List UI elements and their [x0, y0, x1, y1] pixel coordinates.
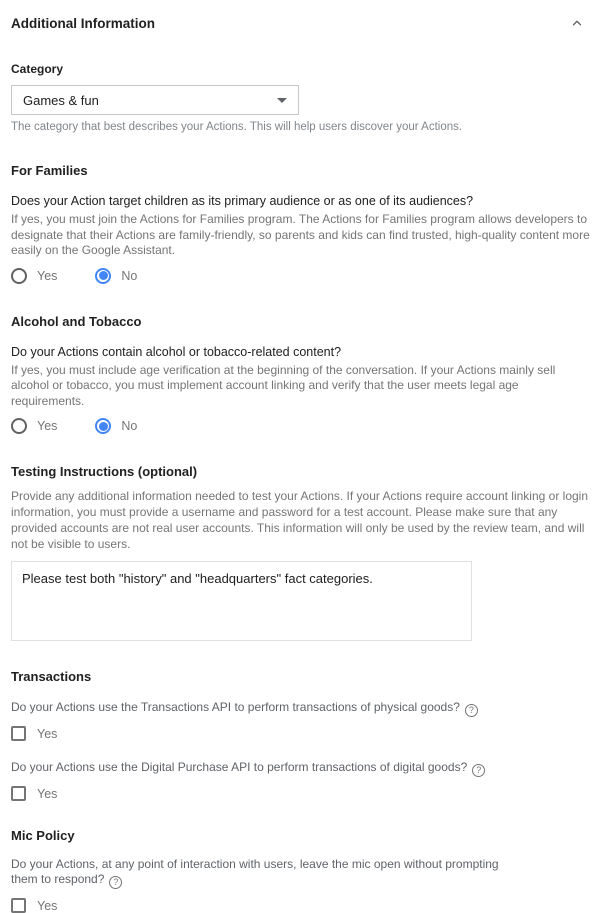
- mic-policy-checkbox[interactable]: [11, 898, 26, 913]
- transactions-digital-question-text: Do your Actions use the Digital Purchase API to perform transactions of digital goods?: [11, 760, 468, 774]
- mic-policy-question-text: Do your Actions, at any point of interaction with users, leave the mic open without prompting them to respond?: [11, 857, 499, 886]
- category-select[interactable]: [11, 85, 299, 115]
- for-families-helper-text: If yes, you must join the Actions for Families program. The Actions for Families program allows developers to designate that their Actions are family-friendly, so parents and kids can find trusted, high-quality content more easily on the Google Assistant.: [11, 212, 590, 257]
- alcohol-tobacco-radio-yes[interactable]: [11, 418, 57, 434]
- testing-instructions-helper-text: Provide any additional information needed to test your Actions. If your Actions require account linking or login information, you must provide a username and password for a test account. Please make sure that any provided accounts are not real user accounts. This information will only be used by the review team, and will not be visible to users.: [11, 489, 589, 551]
- checkbox-yes-label: Yes: [37, 726, 58, 741]
- help-icon[interactable]: ?: [472, 764, 485, 777]
- transactions-digital-check-row: [11, 786, 592, 801]
- transactions-physical-check-row: [11, 726, 592, 741]
- radio-unchecked-icon: [11, 268, 27, 284]
- alcohol-tobacco-radio-no[interactable]: [95, 418, 137, 434]
- for-families-question: Does your Action target children as its primary audience or as one of its audiences?: [11, 194, 474, 208]
- help-icon[interactable]: ?: [465, 704, 478, 717]
- chevron-up-icon: [570, 16, 584, 30]
- checkbox-yes-label: Yes: [37, 898, 58, 913]
- transactions-physical-question-text: Do your Actions use the Transactions API to perform transactions of physical goods?: [11, 700, 460, 714]
- category-selected-value: Games & fun: [23, 92, 99, 108]
- for-families-title: For Families: [11, 163, 88, 178]
- radio-checked-icon: [95, 268, 111, 284]
- testing-instructions-input[interactable]: [11, 561, 472, 641]
- mic-policy-title: Mic Policy: [11, 828, 75, 843]
- dropdown-arrow-icon: [277, 98, 287, 103]
- radio-yes-label: Yes: [37, 419, 58, 433]
- category-label: Category: [11, 62, 64, 76]
- for-families-radio-no[interactable]: [95, 268, 137, 284]
- transactions-physical-checkbox[interactable]: [11, 726, 26, 741]
- radio-checked-icon: [95, 418, 111, 434]
- transactions-title: Transactions: [11, 669, 92, 684]
- checkbox-yes-label: Yes: [37, 786, 58, 801]
- testing-instructions-title: Testing Instructions (optional): [11, 464, 198, 479]
- radio-unchecked-icon: [11, 418, 27, 434]
- radio-yes-label: Yes: [37, 268, 58, 283]
- for-families-radio-yes[interactable]: [11, 268, 57, 284]
- page-title: Additional Information: [11, 15, 155, 31]
- radio-no-label: No: [121, 419, 138, 433]
- alcohol-tobacco-question: Do your Actions contain alcohol or tobacco-related content?: [11, 344, 342, 359]
- transactions-physical-question: [11, 700, 592, 717]
- panel-header: [11, 14, 592, 32]
- mic-policy-question: [11, 857, 521, 889]
- collapse-section-button[interactable]: [568, 14, 586, 32]
- transactions-digital-question: [11, 760, 592, 777]
- category-helper-text: The category that best describes your Actions. This will help users discover your Actions.: [11, 121, 463, 133]
- alcohol-tobacco-helper-text: If yes, you must include age verification at the beginning of the conversation. If your Actions mainly sell alcohol or tobacco, you must implement account linking and verify that the user meets legal age requirements.: [11, 362, 556, 408]
- radio-no-label: No: [121, 268, 138, 283]
- alcohol-tobacco-title: Alcohol and Tobacco: [11, 313, 142, 329]
- alcohol-tobacco-radio-group: [11, 418, 592, 434]
- mic-policy-check-row: [11, 898, 592, 913]
- help-icon[interactable]: ?: [109, 876, 122, 889]
- for-families-radio-group: [11, 268, 592, 284]
- transactions-digital-checkbox[interactable]: [11, 786, 26, 801]
